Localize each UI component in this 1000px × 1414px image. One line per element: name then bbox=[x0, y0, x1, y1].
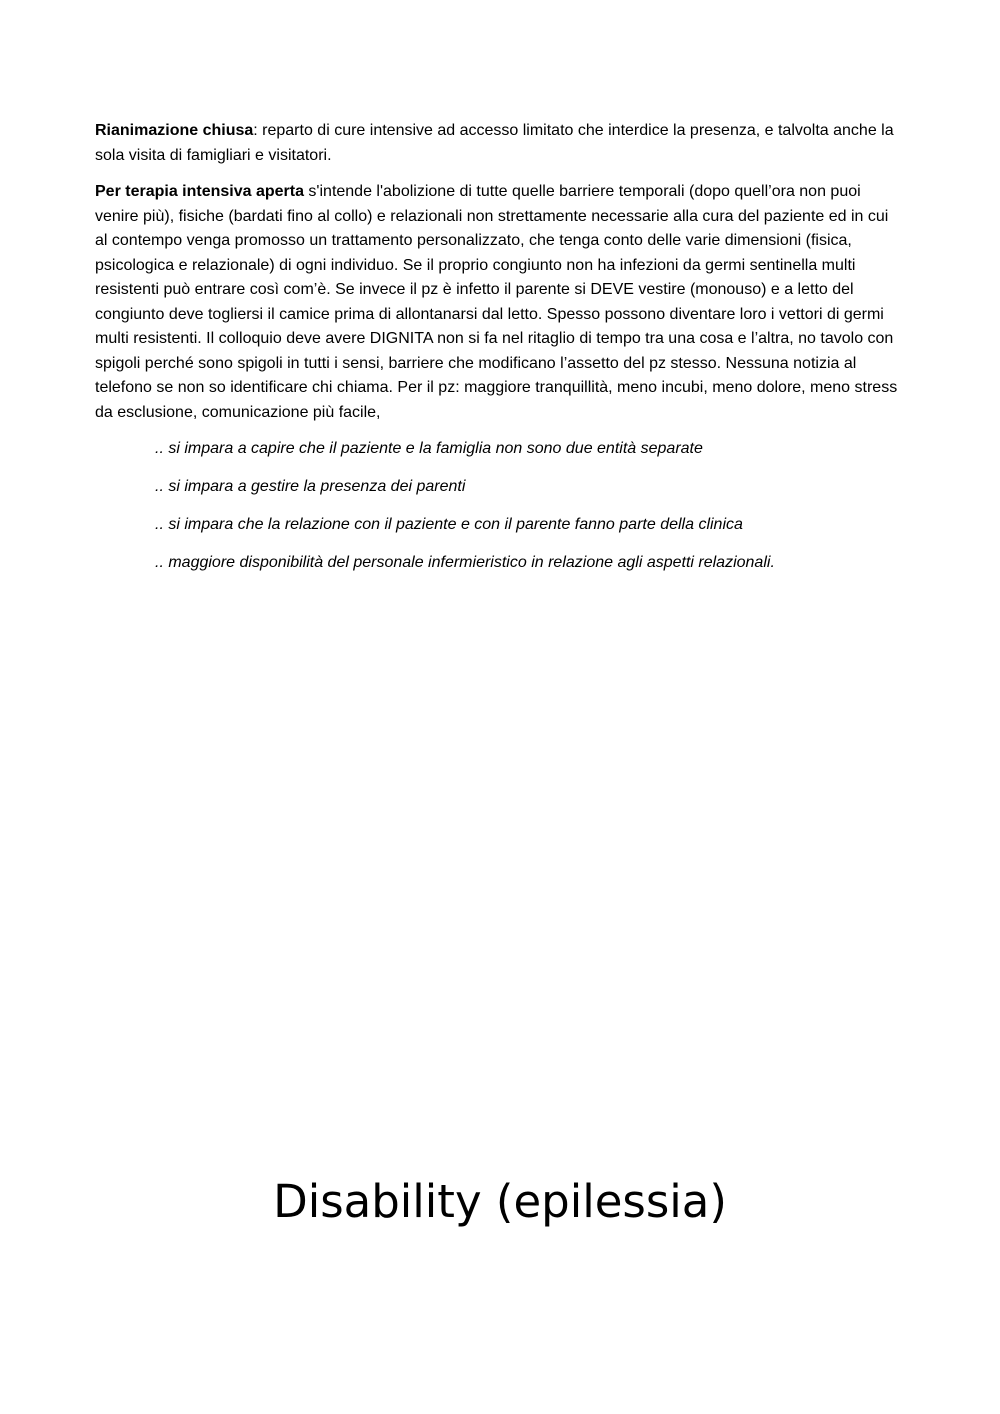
benefits-list bbox=[95, 437, 905, 576]
page-content bbox=[95, 119, 905, 589]
definition-rianimazione-chiusa: : reparto di cure intensive ad accesso limitato che interdice la presenza, e talvolta anche la sola visita di famigliari e visitatori. bbox=[95, 122, 894, 164]
paragraph-terapia-intensiva-aperta bbox=[95, 180, 905, 425]
list-item: .. si impara che la relazione con il paziente e con il parente fanno parte della clinica bbox=[155, 516, 743, 533]
paragraph-rianimazione-chiusa bbox=[95, 119, 905, 168]
term-rianimazione-chiusa: Rianimazione chiusa bbox=[95, 122, 254, 139]
list-item: .. si impara a capire che il paziente e la famiglia non sono due entità separate bbox=[155, 440, 703, 457]
term-terapia-intensiva-aperta: Per terapia intensiva aperta bbox=[95, 183, 304, 200]
list-item: .. maggiore disponibilità del personale infermieristico in relazione agli aspetti relazionali. bbox=[155, 554, 775, 571]
list-item: .. si impara a gestire la presenza dei parenti bbox=[155, 478, 466, 495]
section-title: Disability (epilessia) bbox=[273, 1175, 727, 1228]
definition-terapia-intensiva-aperta: s'intende l'abolizione di tutte quelle barriere temporali (dopo quell’ora non puoi venire più), fisiche (bardati fino al collo) e relazionali non strettamente necessarie alla cura del paziente ed in cui al contempo venga promosso un trattamento personalizzato, che tenga conto delle varie dimensioni (fisica, psicologica e relazionale) di ogni individuo. Se il proprio congiunto non ha infezioni da germi sentinella multi resistenti può entrare così com’è. Se invece il pz è infetto il parente si DEVE vestire (monouso) e a letto del congiunto deve togliersi il camice prima di allontanarsi dal letto. Spesso possono diventare loro i vettori di germi multi resistenti. Il colloquio deve avere DIGNITA non si fa nel ritaglio di tempo tra una cosa e l’altra, no tavolo con spigoli perché sono spigoli in tutti i sensi, barriere che modificano l’assetto del pz stesso. Nessuna notizia al telefono se non so identificare chi chiama. Per il pz: maggiore tranquillità, meno incubi, meno dolore, meno stress da esclusione, comunicazione più facile, bbox=[95, 183, 898, 421]
